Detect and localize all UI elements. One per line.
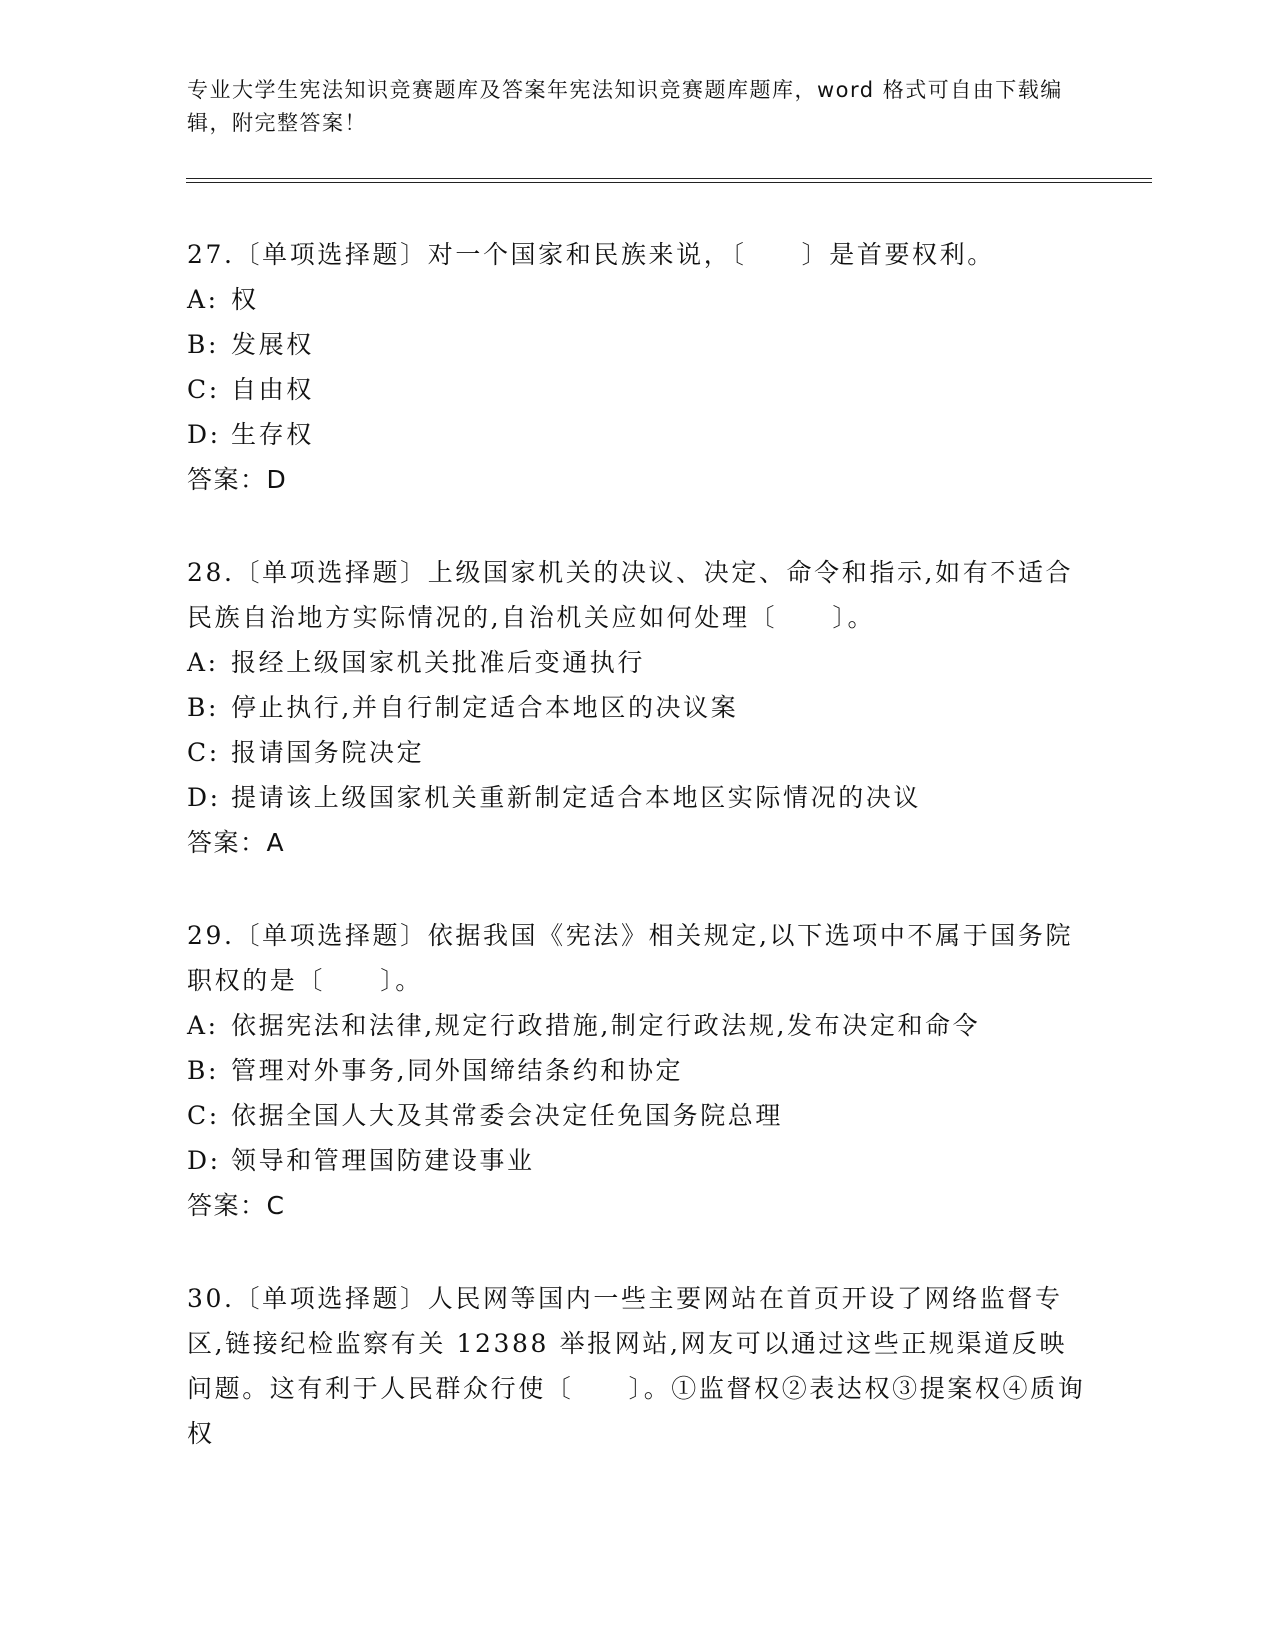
option-c — [187, 730, 1087, 775]
question-stem: 28.〔单项选择题〕上级国家机关的决议、决定、命令和指示,如有不适合民族自治地方实际情况的,自治机关应如何处理〔 〕。 — [187, 558, 1074, 632]
option-key: B: — [187, 330, 219, 359]
answer-line: 答案：D — [187, 465, 288, 494]
option-key: B: — [187, 1056, 219, 1085]
option-text: 依据全国人大及其常委会决定任免国务院总理 — [231, 1101, 784, 1130]
option-text: 停止执行,并自行制定适合本地区的决议案 — [231, 693, 739, 722]
question-stem: 30.〔单项选择题〕人民网等国内一些主要网站在首页开设了网络监督专区,链接纪检监察有关 12388 举报网站,网友可以通过这些正规渠道反映问题。这有利于人民群众行使〔 〕。①监督权②表达权③提案权④质询权 — [187, 1284, 1086, 1448]
header-divider-bottom — [186, 182, 1152, 183]
question-30 — [187, 1276, 1087, 1456]
option-d — [187, 412, 1087, 457]
option-a — [187, 277, 1087, 322]
answer-line: 答案：A — [187, 828, 286, 857]
option-a — [187, 1003, 1087, 1048]
option-key: C: — [187, 1101, 220, 1130]
option-b — [187, 685, 1087, 730]
option-b — [187, 322, 1087, 367]
option-key: A: — [187, 648, 219, 677]
option-c — [187, 1093, 1087, 1138]
option-a — [187, 640, 1087, 685]
question-28 — [187, 550, 1087, 865]
option-text: 报经上级国家机关批准后变通执行 — [231, 648, 646, 677]
option-text: 权 — [231, 285, 259, 314]
option-key: D: — [187, 420, 221, 449]
option-d — [187, 775, 1087, 820]
option-key: A: — [187, 1011, 219, 1040]
question-27 — [187, 232, 1087, 502]
answer-line: 答案：C — [187, 1191, 286, 1220]
option-text: 报请国务院决定 — [231, 738, 425, 767]
document-header: 专业大学生宪法知识竞赛题库及答案年宪法知识竞赛题库题库，word 格式可自由下载编辑，附完整答案！ — [187, 78, 1063, 135]
option-key: B: — [187, 693, 219, 722]
header-divider-top — [186, 178, 1152, 179]
option-text: 自由权 — [231, 375, 314, 404]
option-c — [187, 367, 1087, 412]
question-stem: 27.〔单项选择题〕对一个国家和民族来说，〔 〕是首要权利。 — [187, 240, 995, 269]
option-text: 发展权 — [231, 330, 314, 359]
option-b — [187, 1048, 1087, 1093]
question-list — [187, 232, 1087, 1456]
option-key: D: — [187, 783, 221, 812]
question-stem: 29.〔单项选择题〕依据我国《宪法》相关规定,以下选项中不属于国务院职权的是〔 〕。 — [187, 921, 1074, 995]
question-29 — [187, 913, 1087, 1228]
option-text: 管理对外事务,同外国缔结条约和协定 — [231, 1056, 684, 1085]
option-key: C: — [187, 375, 220, 404]
option-text: 领导和管理国防建设事业 — [231, 1146, 535, 1175]
option-key: A: — [187, 285, 219, 314]
option-key: D: — [187, 1146, 221, 1175]
option-d — [187, 1138, 1087, 1183]
option-text: 生存权 — [231, 420, 314, 449]
option-key: C: — [187, 738, 220, 767]
option-text: 依据宪法和法律,规定行政措施,制定行政法规,发布决定和命令 — [231, 1011, 981, 1040]
option-text: 提请该上级国家机关重新制定适合本地区实际情况的决议 — [231, 783, 922, 812]
